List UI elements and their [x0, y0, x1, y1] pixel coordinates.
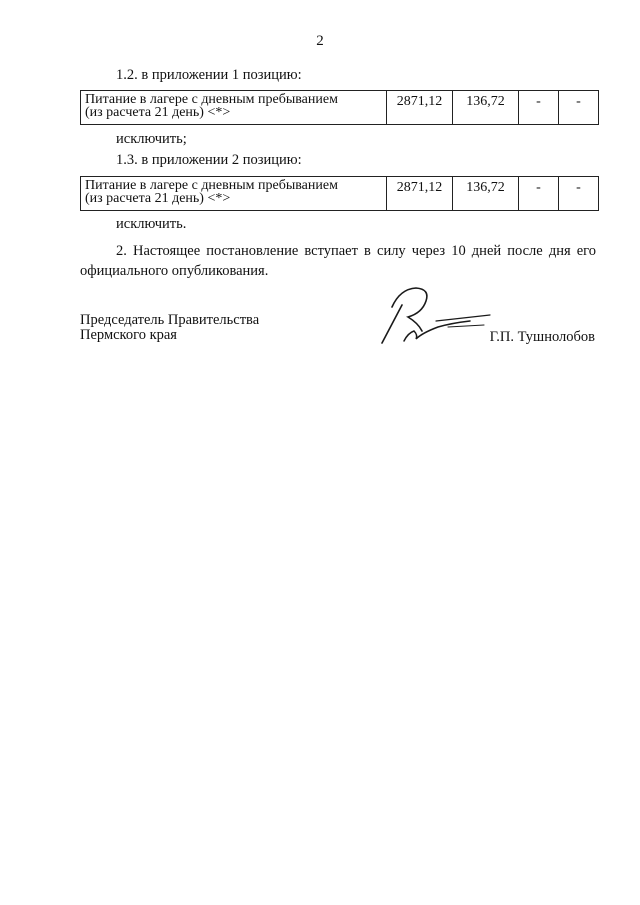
- table-appendix-2: [80, 176, 599, 211]
- value-cell-3: -: [519, 177, 559, 211]
- table-row: [81, 91, 599, 125]
- signer-name: Г.П. Тушнолобов: [489, 329, 595, 345]
- signer-title-line1: Председатель Правительства: [80, 312, 260, 328]
- item-1-2-intro: 1.2. в приложении 1 позицию:: [116, 67, 302, 83]
- table-row: [81, 177, 599, 211]
- value-cell-3: -: [519, 91, 559, 125]
- handwritten-signature: [378, 283, 498, 345]
- item-1-3-action: исключить.: [116, 216, 187, 232]
- item-1-2-action: исключить;: [116, 131, 187, 147]
- table-appendix-1: [80, 90, 599, 125]
- value-cell-4: -: [559, 91, 599, 125]
- position-name-cell: [81, 177, 387, 211]
- value-cell-4: -: [559, 177, 599, 211]
- value-cell-2: 136,72: [453, 91, 519, 125]
- position-name-line1: Питание в лагере с дневным пребыванием: [85, 92, 338, 107]
- item-1-3-intro: 1.3. в приложении 2 позицию:: [116, 152, 302, 168]
- value-cell-1: 2871,12: [387, 177, 453, 211]
- signer-title-line2: Пермского края: [80, 327, 177, 343]
- page-number: 2: [316, 33, 324, 49]
- paragraph-2: 2. Настоящее постановление вступает в силу через 10 дней после дня его официального опубликования.: [80, 243, 596, 279]
- position-name-line1: Питание в лагере с дневным пребыванием: [85, 178, 338, 193]
- value-cell-1: 2871,12: [387, 91, 453, 125]
- signer-title: [80, 313, 259, 343]
- value-cell-2: 136,72: [453, 177, 519, 211]
- position-name-line2: (из расчета 21 день) <*>: [85, 191, 231, 206]
- position-name-line2: (из расчета 21 день) <*>: [85, 105, 231, 120]
- position-name-cell: [81, 91, 387, 125]
